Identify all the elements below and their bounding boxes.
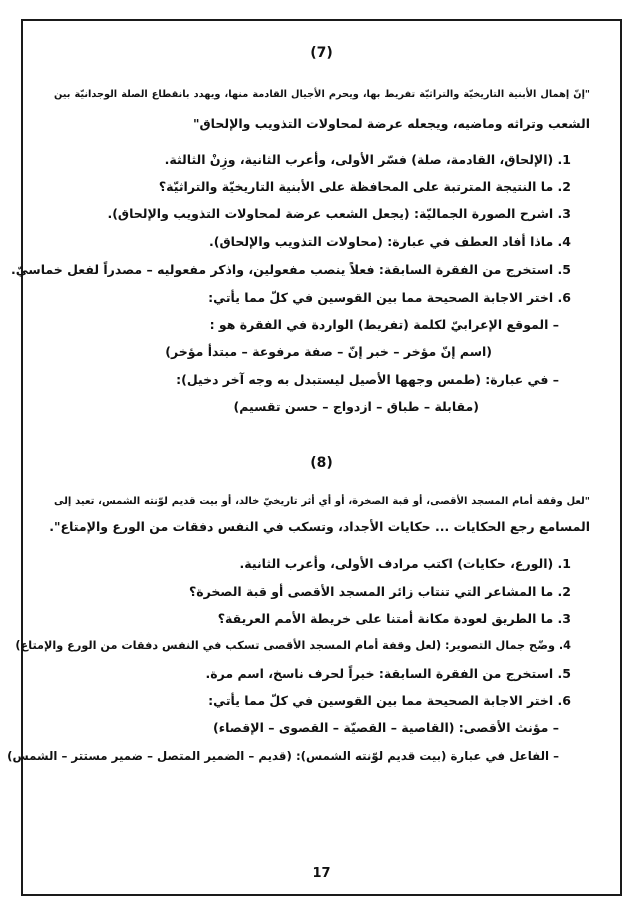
section-8-question-2: 2. ما المشاعر التي تنتاب زائر المسجد الأقصى أو قبة الصخرة؟	[188, 584, 571, 599]
section-8-question-5: 5. استخرج من الفقرة السابقة: خبراً لحرف ناسخ، اسم مرة.	[205, 666, 571, 681]
section-7-question-6b-options: (مقابلة – طباق – ازدواج – حسن تقسيم)	[233, 399, 479, 414]
section-7-question-2: 2. ما النتيجة المترتبة على المحافظة على الأبنية التاريخيّة والتراثيّة؟	[158, 179, 571, 194]
section-7-passage-line-1: "إنّ إهمال الأبنية التاريخيّة والتراثيّة تفريط بها، ويحرم الأجيال القادمة منها، ويهدد بانقطاع الصلة الوجدانيّة بين	[54, 89, 590, 100]
section-8-question-6b: – الفاعل في عبارة (بيت قديم لوّنته الشمس): (قديم – الضمير المتصل – ضمير مستتر – الشمس)	[7, 749, 559, 763]
section-7-question-5: 5. استخرج من الفقرة السابقة: فعلاً ينصب مفعولين، واذكر مفعوليه – مصدراً لفعل خماسيّ.	[11, 262, 571, 277]
section-8-question-6: 6. اختر الاجابة الصحيحة مما بين القوسين في كلّ مما يأتي:	[208, 693, 571, 708]
section-8-question-1: 1. (الورع، حكايات) اكتب مرادف الأولى، وأعرب الثانية.	[239, 556, 571, 571]
section-7-question-6a-options: (اسم إنّ مؤخر – خبر إنّ – صفة مرفوعة – مبتدأ مؤخر)	[165, 344, 492, 359]
section-7-question-4: 4. ماذا أفاد العطف في عبارة: (محاولات التذويب والإلحاق).	[209, 234, 571, 249]
section-8-question-3: 3. ما الطريق لعودة مكانة أمتنا على خريطة الأمم العريقة؟	[217, 611, 571, 626]
section-8-question-6a: – مؤنث الأقصى: (القاصية – القصيّة – القصوى – الإقصاء)	[212, 720, 559, 735]
section-7-question-3: 3. اشرح الصورة الجماليّة: (يجعل الشعب عرضة لمحاولات التذويب والإلحاق).	[107, 206, 571, 221]
section-8-passage-line-2: المسامع رجع الحكايات ... حكايات الأجداد، وتسكب في النفس دفقات من الورع والإمتاع".	[49, 519, 590, 534]
section-7-passage-line-2: الشعب وتراثه وماضيه، ويجعله عرضة لمحاولات التذويب والإلحاق"	[192, 116, 590, 131]
section-8-question-4: 4. وضّح جمال التصوير: (لعل وقفة أمام المسجد الأقصى تسكب في النفس دفقات من الورع والإمتاع)	[15, 639, 571, 652]
section-7-question-1: 1. (الإلحاق، القادمة، صلة) فسّر الأولى، وأعرب الثانية، وزِنْ الثالثة.	[164, 152, 571, 167]
section-7-question-6a: – الموقع الإعرابيّ لكلمة (تفريط) الواردة في الفقرة هو :	[209, 317, 559, 332]
section-8-number: (8)	[310, 455, 333, 471]
page-number: 17	[312, 866, 331, 881]
section-7-number: (7)	[310, 45, 333, 61]
section-8-passage-line-1: "لعل وقفة أمام المسجد الأقصى، أو قبة الصخرة، أو أي أثر تاريخيّ خالد، أو بيت قديم لوّنته الشمس، تعيد إلى	[54, 496, 590, 507]
section-7-question-6: 6. اختر الاجابة الصحيحة مما بين القوسين في كلّ مما يأتي:	[208, 290, 571, 305]
section-7-question-6b: – في عبارة: (طمس وجهها الأصيل ليستبدل به وجه آخر دخيل):	[176, 372, 559, 387]
